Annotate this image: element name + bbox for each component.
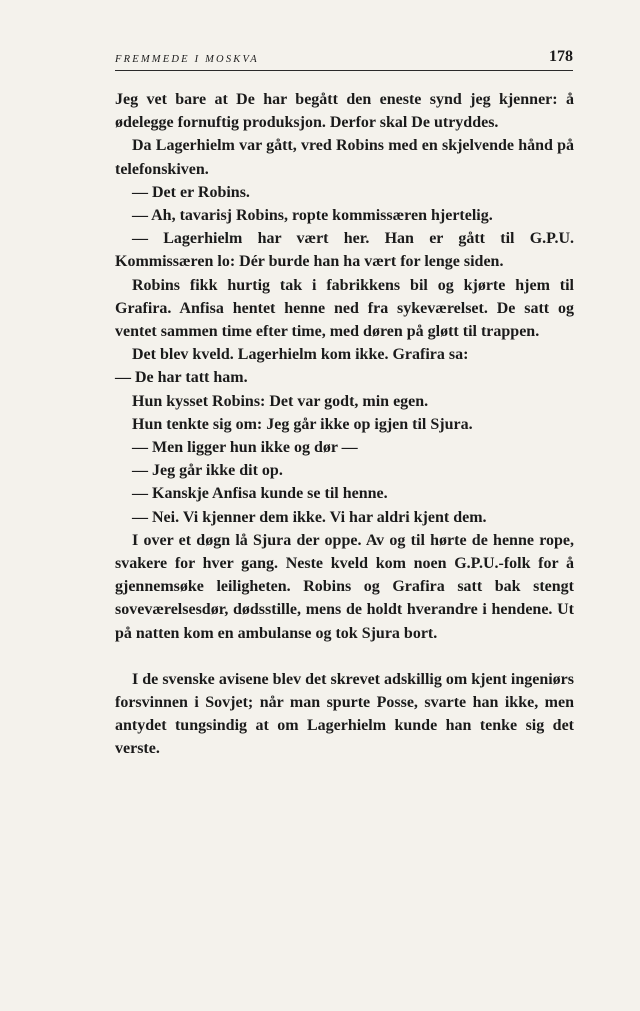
dialogue-line: — Det er Robins. — [132, 183, 250, 201]
paragraph: I de svenske avisene blev det skrevet adskillig om kjent ingeniørs forsvinnen i Sovjet; når man spurte Posse, svarte han ikke, men antydet tungsindig at om Lagerhielm kunde han tenke sig det verste. — [115, 670, 574, 758]
paragraph: Robins fikk hurtig tak i fabrikkens bil og kjørte hjem til Grafira. Anfisa hentet henne ned fra sykeværelset. De satt og ventet sammen time efter time, med døren på gløtt til trappen. — [115, 276, 574, 341]
dialogue-line: — Jeg går ikke dit op. — [132, 462, 283, 480]
page-number: 178 — [549, 48, 573, 65]
page-header — [115, 48, 573, 71]
dialogue-line: — De har tatt ham. — [115, 369, 248, 387]
dialogue-line: — Lagerhielm har vært her. Han er gått til G.P.U. Kommissæren lo: Dér burde han ha vært for lenge siden. — [115, 230, 574, 271]
paragraph: Hun kysset Robins: Det var godt, min egen. — [132, 392, 429, 410]
running-title: FREMMEDE I MOSKVA — [115, 54, 259, 65]
dialogue-line: — Kanskje Anfisa kunde se til henne. — [132, 485, 388, 503]
paragraph: Hun tenkte sig om: Jeg går ikke op igjen til Sjura. — [132, 415, 473, 433]
paragraph: Jeg vet bare at De har begått den eneste synd jeg kjenner: å ødelegge fornuftig produksjon. Derfor skal De utryddes. — [115, 91, 574, 132]
paragraph: I over et døgn lå Sjura der oppe. Av og til hørte de henne rope, svakere for hver gang. Neste kveld kom noen G.P.U.-folk for å gjennemsøke leiligheten. Robins og Grafira satt bak stengt soveværelsesdør, dødsstille, mens de holdt hverandre i hendene. Ut på natten kom en ambulanse og tok Sjura bort. — [115, 531, 574, 642]
body-text — [115, 88, 574, 761]
dialogue-line: — Men ligger hun ikke og dør — — [132, 439, 358, 457]
paragraph: Da Lagerhielm var gått, vred Robins med en skjelvende hånd på telefonskiven. — [115, 137, 574, 178]
paragraph: Det blev kveld. Lagerhielm kom ikke. Grafira sa: — [132, 346, 469, 364]
dialogue-line: — Nei. Vi kjenner dem ikke. Vi har aldri kjent dem. — [132, 508, 487, 526]
dialogue-line: — Ah, tavarisj Robins, ropte kommissæren hjertelig. — [132, 207, 493, 225]
